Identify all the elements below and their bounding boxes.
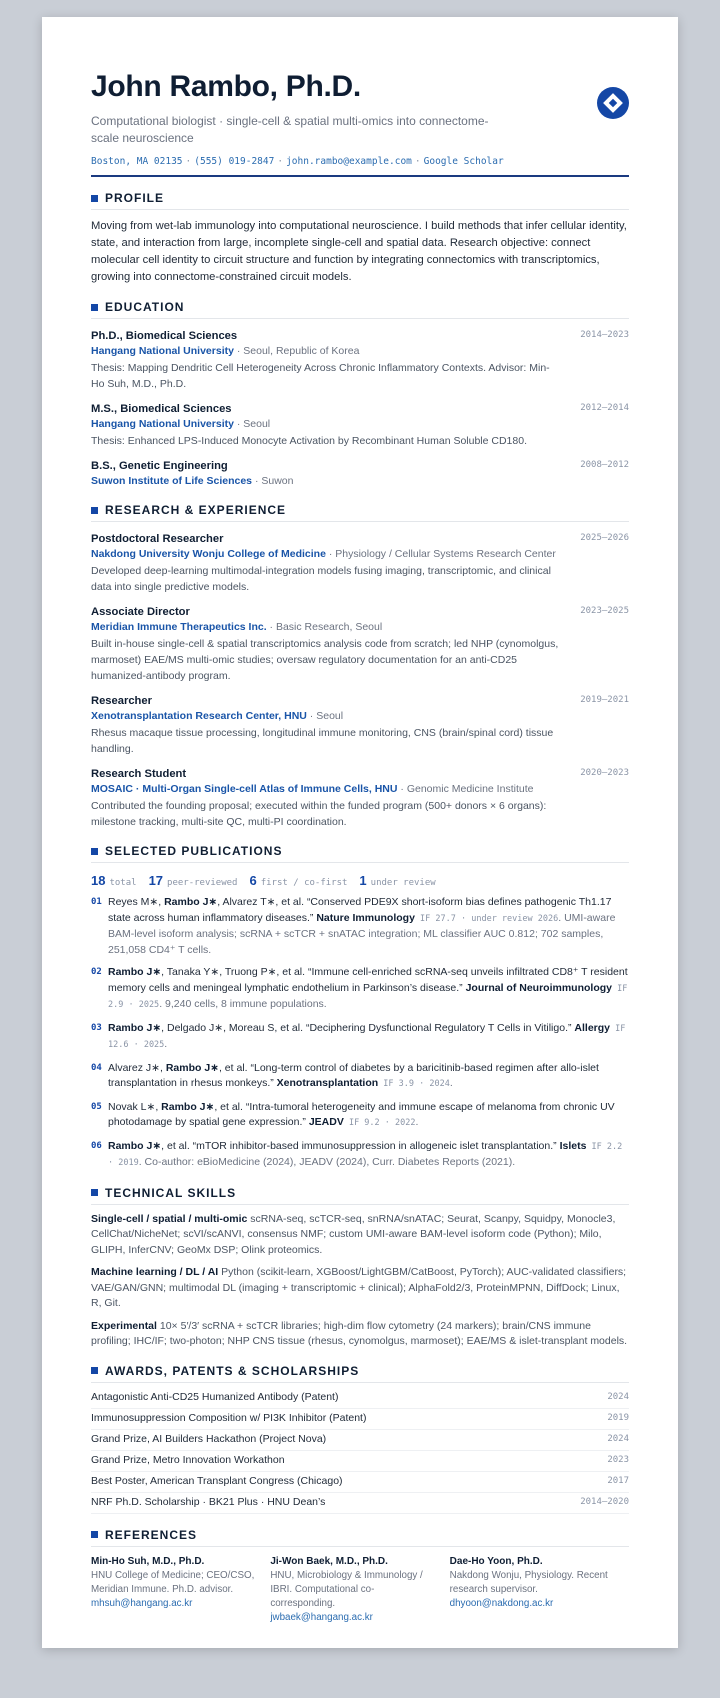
candidate-name: John Rambo, Ph.D. [91,70,361,103]
header [91,69,629,177]
skill-group [91,1212,629,1259]
stat-number: 17 [148,873,164,888]
degree: M.S., Biomedical Sciences [91,403,232,415]
publications-section [91,844,629,1172]
education-entry [91,402,629,449]
contact-phone[interactable]: (555) 019-2847 [194,156,275,167]
years: 2019–2021 [580,695,629,705]
skill-label: Single-cell / spatial / multi-omic [91,1212,248,1225]
thesis: Thesis: Mapping Dendritic Cell Heterogeneity Across Chronic Inflammatory Contexts. Advisor: Min-Ho Suh, M.D., Ph.D. [91,362,550,390]
publication-item [91,895,629,958]
pub-meta: IF 12.6 · 2025 [108,1023,626,1050]
resume-page [42,17,678,1648]
pub-journal: Islets [559,1139,587,1152]
reference-name: Ji-Won Baek, M.D., Ph.D. [270,1555,388,1567]
contact-address: Boston, MA 02135 [91,156,183,167]
organization: Xenotransplantation Research Center, HNU [91,710,307,722]
section-title: EDUCATION [105,300,185,314]
profile-section [91,191,629,286]
award-item [91,1430,629,1451]
pub-title: , Alvarez T∗, et al. “Conserved PDE9X short-isoform bias defines pathogenic Th1.17 state across human inflammatory diseases.” [108,896,612,924]
section-marker-icon [91,195,98,202]
organization: Meridian Immune Therapeutics Inc. [91,621,267,633]
section-marker-icon [91,1189,98,1196]
years: 2012–2014 [580,403,629,413]
stat-number: 6 [249,873,257,888]
experience-entry [91,605,629,684]
pub-journal: JEADV [308,1116,344,1128]
education-entry [91,459,629,489]
pub-meta: IF 2.2 · 2019 [108,1141,623,1168]
stat-label: total [109,878,137,888]
resume-content [91,69,629,1625]
awards-list [91,1388,629,1514]
publication-item [91,1021,629,1054]
award-year: 2014–2020 [580,1496,629,1507]
skill-list: Python (scikit-learn, XGBoost/LightGBM/CatBoost, PyTorch); AUC-validated classifiers; VAE/GAN/GNN; multimodal DL (imaging + transcriptomic + clinical); AlphaFold2/3, ProteinMPNN, DiffDock; Linux, R, Git. [91,1266,627,1309]
pub-journal: Journal of Neuroimmunology [465,981,612,994]
stat-number: 1 [359,873,367,888]
pub-number: 04 [91,1062,102,1073]
skills-section [91,1186,629,1350]
experience-entry [91,532,629,595]
years: 2020–2023 [580,768,629,778]
role: Associate Director [91,606,190,618]
pub-number: 06 [91,1140,102,1151]
skill-label: Experimental [91,1319,157,1332]
pub-note: . [415,1116,419,1128]
pub-self-author: Rambo J∗ [108,1139,162,1152]
section-marker-icon [91,1531,98,1538]
section-title: AWARDS, PATENTS & SCHOLARSHIPS [105,1363,360,1378]
pub-title: , et al. “Long-term control of diabetes by a baricitinib-based regimen after allo-islet transplantation in rhesus monkeys.” [108,1061,599,1089]
pub-self-author: Rambo J∗ [108,1021,162,1034]
role: Researcher [91,695,152,707]
pub-note: . 9,240 cells, 8 immune populations. [159,998,327,1010]
contact-email[interactable]: john.rambo@example.com [286,156,412,167]
stat-label: peer-reviewed [167,878,238,888]
pub-note: . [449,1077,453,1089]
pub-title: , et al. “Intra-tumoral heterogeneity and immune escape of melanoma from chronic UV photodamage by spatial gene expression.” [108,1100,615,1128]
award-year: 2019 [607,1412,629,1423]
contact-line: Boston, MA 02135 · (555) 019-2847 · john.rambo@example.com · Google Scholar [91,156,504,167]
location: · Seoul, Republic of Korea [233,345,360,357]
department: · Physiology / Cellular Systems Research Center [325,548,556,560]
institution: Hangang National University [91,418,234,430]
reference-name: Dae-Ho Yoon, Ph.D. [449,1555,543,1567]
section-marker-icon [91,304,98,311]
award-title: Grand Prize, Metro Innovation Workathon [91,1453,285,1466]
department: · Genomic Medicine Institute [397,783,534,795]
years: 2025–2026 [580,533,629,543]
pub-meta: IF 9.2 · 2022 [343,1118,416,1128]
organization: MOSAIC · Multi-Organ Single-cell Atlas of Immune Cells, HNU [91,783,398,795]
award-title: Antagonistic Anti-CD25 Humanized Antibody (Patent) [91,1390,339,1403]
award-title: NRF Ph.D. Scholarship · BK21 Plus · HNU Dean’s [91,1495,326,1508]
section-marker-icon [91,507,98,514]
reference-description: Nakdong Wonju, Physiology. Recent research supervisor. [449,1569,608,1595]
pub-authors: Reyes M∗, [108,896,165,908]
skill-group [91,1319,629,1350]
thesis: Thesis: Enhanced LPS-Induced Monocyte Activation by Recombinant Human Soluble CD180. [91,435,527,447]
description: Contributed the founding proposal; executed within the funded program (500+ donors × 6 organs): milestone tracking, multi-site QC, multi-PI coordination. [91,800,547,828]
award-year: 2024 [607,1433,629,1444]
section-marker-icon [91,1367,98,1374]
institution: Suwon Institute of Life Sciences [91,475,253,487]
pub-note: . [164,1038,168,1050]
section-title: RESEARCH & EXPERIENCE [105,503,287,517]
award-title: Immunosuppression Composition w/ PI3K Inhibitor (Patent) [91,1411,367,1424]
awards-section [91,1364,629,1514]
diamond-logo-icon [597,87,629,119]
reference-description: HNU, Microbiology & Immunology / IBRI. Computational co-corresponding. [270,1569,423,1609]
section-title: PROFILE [105,191,165,205]
reference-item [270,1555,449,1625]
location: · Suwon [252,475,294,487]
publication-item [91,1139,629,1172]
pub-number: 02 [91,967,102,977]
publication-item [91,965,629,1014]
degree: B.S., Genetic Engineering [91,460,228,472]
skill-list: 10× 5′/3′ scRNA + scTCR libraries; high-dim flow cytometry (24 markers); brain/CNS immune profiling; IHC/IF; two-photon; NHP CNS tissue (rhesus, cynomolgus, marmoset); EAE/MS & islet-transplant models. [91,1319,628,1347]
stat-label: under review [370,878,436,888]
stat-number: 18 [91,873,106,888]
description: Rhesus macaque tissue processing, longitudinal immune monitoring, CNS (brain/spinal cord) tissue handling. [91,727,554,755]
pub-title: , Delgado J∗, Moreau S, et al. “Deciphering Dysfunctional Regulatory T Cells in Vitiligo.” [161,1021,575,1034]
reference-item [450,1555,629,1625]
education-section [91,300,629,489]
publication-item [91,1061,629,1093]
pub-self-author: Rambo J∗ [165,1061,219,1074]
pub-meta: IF 3.9 · 2024 [378,1079,450,1089]
award-year: 2017 [607,1475,629,1486]
skill-list: scRNA-seq, scTCR-seq, snRNA/snATAC; Seurat, Scanpy, Squidpy, Monocle3, CellChat/NicheNet; scVI/scANVI, consensus NMF; custom UMI-aware BAM-level isoform code (Python); Milo, GLIPH, InferCNV; GeoMx DSP; Olink proteomics. [91,1212,616,1256]
degree: Ph.D., Biomedical Sciences [91,330,238,342]
publication-item [91,1100,629,1132]
award-item [91,1388,629,1409]
pub-authors: Alvarez J∗, [108,1061,166,1074]
pub-meta: IF 27.7 · under review 2026 [414,913,559,924]
pub-note: . Co-author: eBioMedicine (2024), JEADV (2024), Curr. Diabetes Reports (2021). [138,1156,516,1168]
section-title: TECHNICAL SKILLS [105,1185,237,1200]
profile-text: Moving from wet-lab immunology into computational neuroscience. I build methods that infer cellular identity, state, and interaction from large, incomplete single-cell and spatial data. Research objective: connect molecular cell identity to circuit structure and function by integrating connectomics with transcriptomics, growing into connectome-constrained circuit models. [91,220,627,283]
pub-meta: IF 2.9 · 2025 [108,983,628,1010]
years: 2014–2023 [580,330,629,340]
description: Developed deep-learning multimodal-integration models fusing imaging, transcriptomic, and clinical data into single predictive models. [91,565,551,593]
description: Built in-house single-cell & spatial transcriptomics analysis code from scratch; led NHP (cynomolgus, marmoset) EAE/MS multi-omic studies; oversaw regulatory documentation for an anti-CD25 humanized-antibody program. [91,638,559,682]
skill-group [91,1265,629,1312]
pub-self-author: Rambo J∗ [108,966,162,978]
department: · Basic Research, Seoul [266,621,383,633]
pub-number: 01 [91,897,102,907]
education-entry [91,329,629,392]
location: · Seoul [233,418,271,430]
pub-note: . UMI-aware BAM-level isoform analysis; scRNA + scTCR + snATAC integration; ML classifier AUC 0.812; 702 samples, 251,058 CD4⁺ T cells. [108,911,616,956]
pub-number: 05 [91,1101,102,1112]
pub-number: 03 [91,1022,102,1033]
award-title: Best Poster, American Transplant Congress (Chicago) [91,1474,343,1487]
section-title: REFERENCES [105,1527,198,1542]
experience-entry [91,767,629,830]
tagline: Computational biologist · single-cell & spatial multi-omics into connectome-scale neuroscience [91,114,489,145]
department: · Seoul [306,710,344,722]
pub-journal: Nature Immunology [316,911,415,924]
publication-stats [91,873,629,888]
reference-email[interactable]: mhsuh@hangang.ac.kr [91,1597,193,1609]
research-section [91,503,629,830]
pub-self-author: Rambo J∗ [164,896,218,908]
pub-title: , Tanaka Y∗, Truong P∗, et al. “Immune cell-enriched scRNA-seq unveils infiltrated CD8⁺ T resident memory cells and meningeal lymphatic endothelium in Parkinson’s disease.” [108,966,628,994]
reference-item [91,1555,270,1625]
years: 2008–2012 [580,460,629,470]
award-title: Grand Prize, AI Builders Hackathon (Project Nova) [91,1432,327,1445]
years: 2023–2025 [580,606,629,616]
skill-label: Machine learning / DL / AI [91,1266,219,1278]
pub-journal: Allergy [574,1021,611,1034]
reference-email[interactable]: jwbaek@hangang.ac.kr [270,1611,373,1623]
reference-description: HNU College of Medicine; CEO/CSO, Meridian Immune. Ph.D. advisor. [91,1569,255,1595]
award-year: 2023 [607,1454,629,1465]
role: Postdoctoral Researcher [91,533,224,545]
references-list [91,1555,629,1625]
award-year: 2024 [607,1391,629,1402]
pub-self-author: Rambo J∗ [161,1100,215,1113]
pub-journal: Xenotransplantation [276,1077,379,1089]
award-item [91,1493,629,1514]
experience-entry [91,694,629,757]
section-title: SELECTED PUBLICATIONS [105,844,283,858]
pub-authors: Novak L∗, [108,1100,162,1113]
institution: Hangang National University [91,345,234,357]
reference-name: Min-Ho Suh, M.D., Ph.D. [91,1555,205,1567]
stat-label: first / co-first [260,878,348,888]
scholar-link[interactable]: Google Scholar [423,156,504,167]
organization: Nakdong University Wonju College of Medicine [91,548,326,560]
reference-email[interactable]: dhyoon@nakdong.ac.kr [449,1597,554,1609]
award-item [91,1472,629,1493]
award-item [91,1451,629,1472]
award-item [91,1409,629,1430]
role: Research Student [91,768,187,780]
references-section [91,1528,629,1625]
section-marker-icon [91,848,98,855]
header-divider [91,175,629,177]
pub-title: , et al. “mTOR inhibitor-based immunosuppression in allogeneic islet transplantation.” [161,1139,560,1152]
